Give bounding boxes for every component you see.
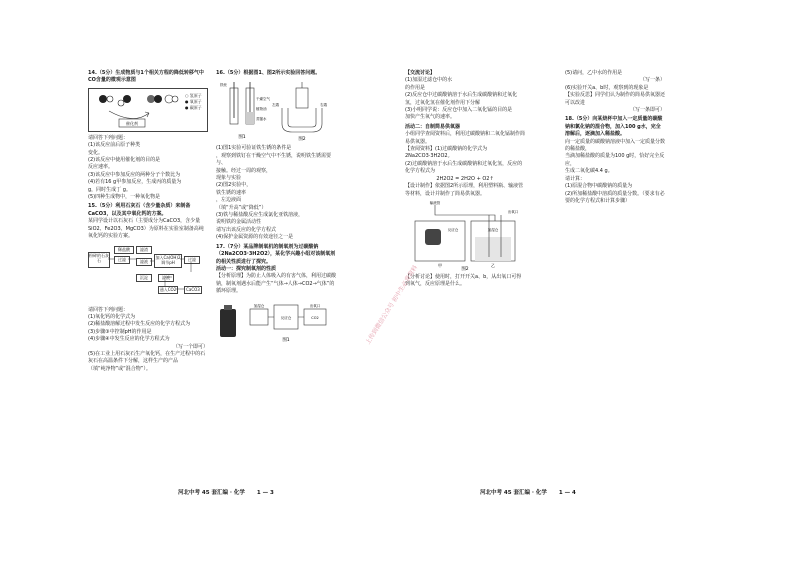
question-16 [216,70,336,242]
q15-flowchart [88,244,208,304]
q16-line-5: 现象与实验 [216,175,242,182]
q17-figure [216,299,336,343]
q18-head: 18.（5分）向某烧杯中加入一定质量的碳酸钠和氯化钠的混合物，加入100 g水，完全溶解后，逐滴加入稀盐酸。 [565,116,663,138]
q14-head: 14.（5分）生成物质与1个相关方程的降低转移气中CO含量的微观示意图 [88,70,204,84]
left-page-col-2 [216,70,336,346]
q15-flow-box-1: 粉碎的石灰石 [88,252,110,268]
left-footer-page: 1 — 3 [256,490,274,496]
discussion-line-4: (3)小明同学说：反应仓中加入二氧化锰的目的是 [405,107,513,114]
q16-tag-iron-wire: 铁丝 [220,83,227,88]
q14-line-7: g，同时生成丁 g。 [88,186,131,193]
q14-legend-carbon: ● 碳原子 [185,104,202,110]
q14-line-6: (4)若有16 g甲参加反应，生成丙的质量为 [88,179,182,186]
right-footer-page: 1 — 4 [558,490,576,496]
q15-flow-box-9: 滤液 [158,274,174,282]
q15-flow-box-2: 稀盐酸 [114,246,134,254]
activity2-line-1: 小组同学查阅资料后，利用过碳酸钠和二氧化锰制作简易供氧器。 [405,131,526,145]
q16-apparatus-drawing [216,80,336,142]
q16-fig1-label: 图1 [238,135,246,141]
q14-catalyst-label: 催化剂 [126,120,138,126]
q16-head: 16.（5分）根据图1、图2所示实验回答问题。 [216,70,321,76]
discussion-line-5: 加快产生氧气的速率。 [405,114,456,121]
activity2-tag-tube: 输液管 [429,200,441,205]
q18-line-1: 向一定质量的碳酸钠溶液中加入一定质量分数的稀盐酸， [565,138,666,153]
q14-line-4: 反应速率。 [88,164,114,171]
q15-prompt: 请回答下列问题： [88,306,129,313]
right-footer-title: 河北中考 45 套汇编 · 化学 [480,490,547,496]
activity2-analysis: 【分析讨论】使用时，打开开关a、b，从出氧口可得到氧气，反应原理是什么。 [405,273,522,288]
activity2-tag-jia: 甲 [438,262,442,268]
q14-legend-hydrogen: ○ 氢原子 [185,92,202,98]
q15-flow-box-6: 加入Ca(OH)2调节pH [154,254,182,268]
q16-line-2: ，观察到铁钉在干燥空气中不生锈，说明铁生锈需要 [216,152,332,159]
activity2-tag-yi: 乙 [491,262,495,268]
q15-flow-box-8: 沉淀 [136,274,152,282]
q15-line-1: (1)氧化钙的化学式为 [88,313,136,320]
right-page [405,70,666,495]
activity2-line-4: 2H2O2 = 2H2O + O2↑ [436,175,494,182]
question-18 [565,116,665,205]
q15-flow-box-10: 通入CO2 [159,286,177,292]
q17-tag-outlet: 出氧口 [309,303,321,308]
discussion-line-3: (2)反应仓中过碳酸钠溶于水后生成碳酸钠和过氧化氢，过氧化氢在催化剂作用下分解 [405,92,518,106]
q16-line-4: 接触。经过一周的观察， [216,167,272,174]
activity-2-section [405,124,525,289]
q14-line-3: (2)该反应中使用催化剂的目的是 [88,157,161,164]
q18-line-3: 生成二氧化碳4.4 g。 [565,168,613,175]
discussion-section [405,70,525,122]
q15-flow-box-7: 过滤 [184,256,200,264]
q15-line-4: (4)步骤④中发生反应的化学方程式为 [88,336,170,343]
q15-line-5: （写一个即可） [172,343,208,350]
activity2-tag-outlet: 出氧口 [507,209,519,214]
activity2-figure [405,201,525,271]
q14-line-5: (3)该反应中参加反应的两种分子个数比为 [88,171,181,178]
q17-oxygen-machine-drawing [216,299,336,343]
activity2-tag-humidifier: 加湿仓 [487,227,499,232]
q18-line-5: (1)原混合物中碳酸钠的质量为 [565,183,633,190]
question-17 [216,244,336,343]
q16-line-11: 说明铁的金属活动性 [216,219,262,226]
q15-flow-box-3: 过滤 [114,256,130,264]
q17-tag-reactor: 反应仓 [280,315,292,320]
q16-tag-left: 左端 [272,103,279,108]
right-page-col-1 [405,70,525,291]
q16-line-13: (4)保护金属资源的有效途径之一是 [216,234,294,241]
left-page-footer [178,488,274,496]
q14-legend-oxygen: ● 氧原子 [185,98,202,104]
q15-flow-box-5: 滤液 [136,258,152,266]
question-15 [88,203,208,373]
discussion-line-1: (1)加湿过滤仓中的水 [405,77,453,84]
left-page-col-1 [88,70,208,375]
activity2-apparatus-drawing [405,201,525,271]
q16-tag-water: 蒸馏水 [256,117,267,122]
q16-line-7: 铁生锈的速率 [216,189,247,196]
q15-flow-arrows [88,244,208,304]
q15-line-2: (2)稀盐酸溶解过程中发生反应的化学方程式为 [88,321,191,328]
activity2-line-5: 【设计制作】依据图2所示原理，利用塑料瓶、输液管等材料，设计并制作了简易供氧器。 [405,183,524,197]
left-page [88,70,338,495]
discussion-line-2: 的作用是 [405,84,426,91]
q16-line-12: 请写出该反应的化学方程式 [216,226,277,233]
watermark-text: 上传到微信公众号 初中生必背资料 [364,264,420,346]
q17-tag-co2: CO2 [311,315,319,320]
q16-tag-oil: 植物油 [256,107,267,112]
q16-line-6: (2)图2实验中， [216,182,252,189]
q17-head: 17.（7分）某品牌制氧机的制氧剂为过碳酸钠（2Na2CO3·3H2O2），某化学兴趣小组对该制氧剂的相关性质进行了探究。 [216,243,336,265]
q17-fig-label: 图1 [282,337,290,343]
q17-tag-humidifier: 加湿仓 [253,303,265,308]
q16-tag-dry-air: 干燥空气 [256,97,270,102]
right-page-col-2 [565,70,665,207]
left-footer-title: 河北中考 45 套汇编 · 化学 [178,490,245,496]
q16-fig2-label: 图2 [298,137,306,143]
q16-figure [216,80,336,142]
q16-line-3: 与、 [216,160,227,167]
q14-line-8: (5)四种生成物中，一种氧化物是 [88,194,161,201]
q15-line-6: (5)在工业上用石灰石生产氧化钙，在生产过程中的石灰石在高温条件下分解，这样生产的产品 [88,350,206,365]
q15-head: 15.（5分）利用石灰石（含少量杂质）来制备CaCO3，以及其中氧化钙的方案。 [88,203,191,217]
right-page-footer [480,488,576,496]
q16-tag-right: 右端 [320,103,327,108]
q18-line-4: 请计算： [565,175,586,182]
q18-line-2: 当滴加稀盐酸的质量为100 g时，恰好完全反应， [565,153,665,167]
q15-flow-box-11: CaCO3 [184,286,202,294]
cont-line-5: （写一条即可） [629,107,665,114]
q14-line-2: 变化。 [88,149,104,156]
q15-line-7: （填“纯净物”或“混合物”）。 [88,365,151,372]
q15-line-3: (3)步骤③中控制pH的作用是 [88,328,152,335]
activity2-fig-label: 图2 [461,266,469,271]
q14-figure [88,88,208,132]
activity2-line-2: 【查阅资料】(1)过碳酸钠的化学式为2Na2CO3·3H2O2。 [405,146,488,160]
q18-line-6: (2)所加稀盐酸中溶质的质量分数。（要求有必要的化学方程式和计算步骤） [565,190,665,204]
q15-flow-box-4: 滤渣 [136,246,152,254]
continued-questions [565,70,665,114]
activity2-tag-reactor: 反应仓 [447,227,459,232]
q16-line-9: （填“升高”或“降低”） [216,204,267,211]
q15-intro: 某同学设计以石灰石（主要成分为CaCO3，含少量SiO2、Fe2O3、MgCO3）为原料在实验室制备高纯氧化钙的实验方案。 [88,218,204,240]
cont-line-1: (5)请问，乙中水的作用是 [565,70,623,76]
cont-line-2: （写一条） [639,77,665,84]
cont-line-4: 【实验反思】同学们认为制作的简易供氧器还可以改进 [565,92,666,106]
q17-activity: 活动一：探究制氧剂的性质 [216,265,277,272]
activity2-line-3: (2)过碳酸钠溶于水后生成碳酸钠和过氧化氢，反应的化学方程式为 [405,160,523,175]
q14-line-1: (1)该反应前后原子种类 [88,142,141,149]
activity2-head: 活动二：自制简易供氧器 [405,123,461,130]
q16-line-1: (1)图1实验可验证铁生锈的条件是 [216,145,292,152]
cont-line-3: (6)实验开关a、b时，观察到的现象是 [565,84,649,91]
q16-line-8: ，左边液面 [216,197,242,204]
q17-analysis: 【分析原理】为防止人体吸入的有害气体，利用过碳酸钠，制氧剂遇水后能产生“气体→人体→CO2→气体”的循环原理。 [216,273,337,295]
q14-prompt: 请回答下列问题： [88,134,129,141]
q16-line-10: (3)铁与稀盐酸反应生成氯化亚铁溶液， [216,212,304,219]
discussion-head: 【交流讨论】 [405,70,436,76]
question-14 [88,70,208,201]
